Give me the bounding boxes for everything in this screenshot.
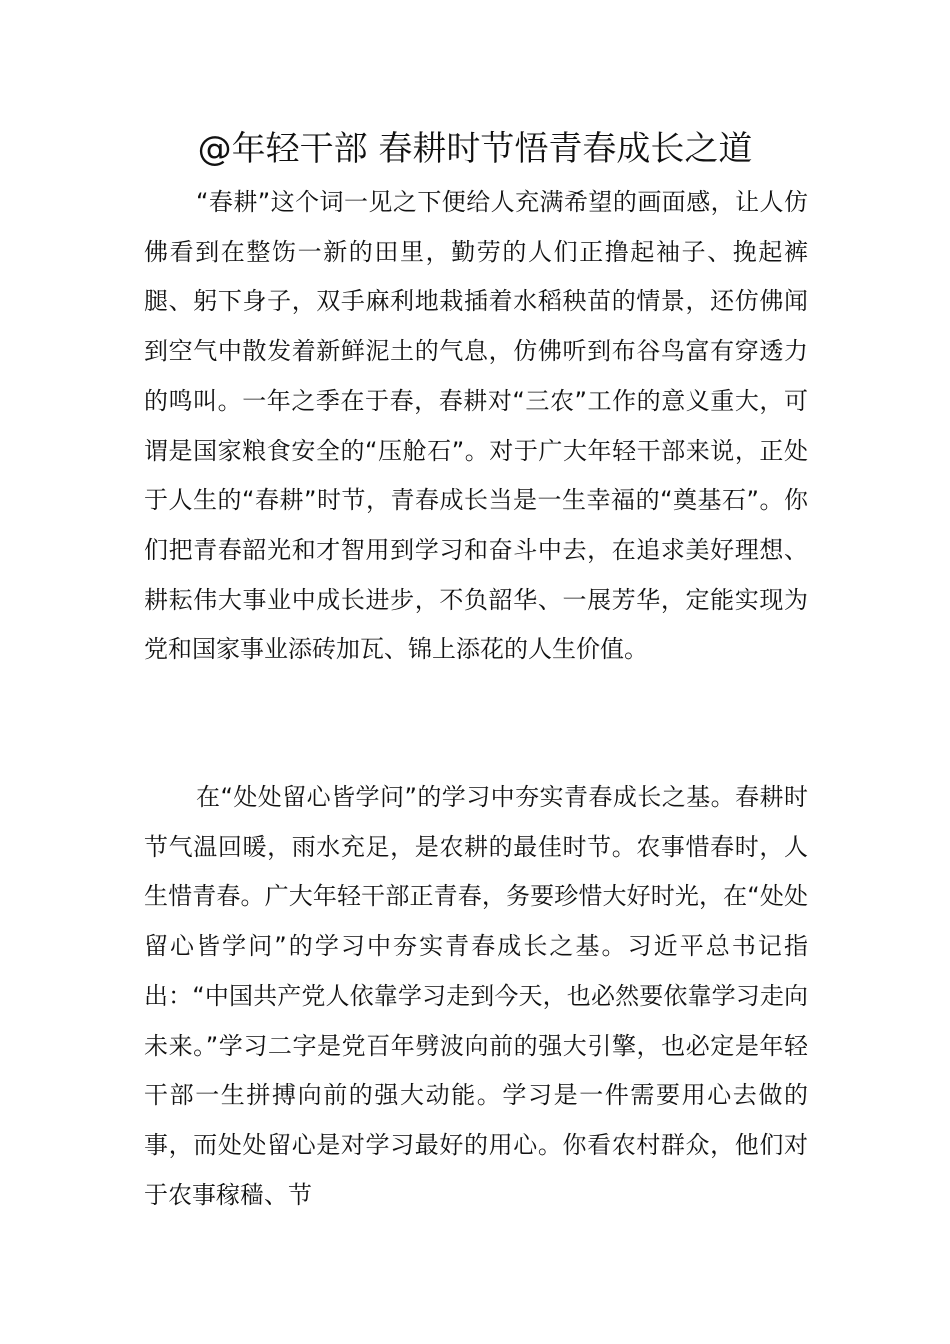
paragraph-1: “春耕”这个词一见之下便给人充满希望的画面感，让人仿佛看到在整饬一新的田里，勤劳的人们正撸起袖子、挽起裤腿、躬下身子，双手麻利地栽插着水稻秧苗的情景，还仿佛闻到空气中散发着新鲜泥土的气息，仿佛听到布谷鸟富有穿透力的鸣叫。一年之季在于春，春耕对“三农”工作的意义重大，可谓是国家粮食安全的“压舱石”。对于广大年轻干部来说，正处于人生的“春耕”时节，青春成长当是一生幸福的“奠基石”。你们把青春韶光和才智用到学习和奋斗中去，在追求美好理想、耕耘伟大事业中成长进步，不负韶华、一展芳华，定能实现为党和国家事业添砖加瓦、锦上添花的人生价值。 bbox=[144, 188, 808, 664]
paragraph-2: 在“处处留心皆学问”的学习中夯实青春成长之基。春耕时节气温回暖，雨水充足，是农耕的最佳时节。农事惜春时，人生惜青春。广大年轻干部正青春，务要珍惜大好时光，在“处处留心皆学问”的学习中夯实青春成长之基。习近平总书记指出：“中国共产党人依靠学习走到今天，也必然要依靠学习走向未来。”学习二字是党百年劈波向前的强大引擎，也必定是年轻干部一生拼搏向前的强大动能。学习是一件需要用心去做的事，而处处留心是对学习最好的用心。你看农村群众，他们对于农事稼穑、节 bbox=[144, 783, 808, 1209]
document-title: @年轻干部 春耕时节悟青春成长之道 bbox=[197, 129, 753, 169]
